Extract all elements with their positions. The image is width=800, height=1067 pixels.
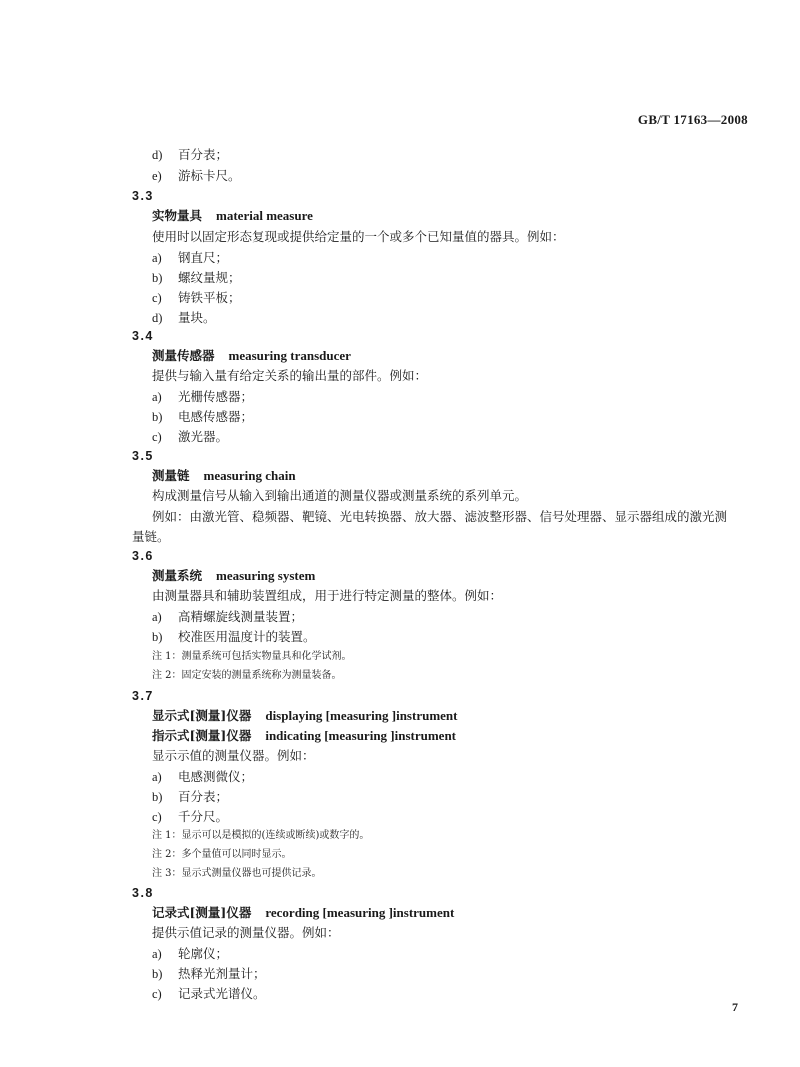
term-heading bbox=[152, 903, 454, 923]
definition: 提供与输入量有给定关系的输出量的部件。例如： bbox=[152, 368, 428, 383]
item-label: c) bbox=[152, 987, 162, 1001]
page-number: 7 bbox=[732, 1000, 738, 1014]
example-text: 例如：由激光管、稳频器、靶镜、光电转换器、放大器、滤波整形器、信号处理器、显示器组成的激光测 bbox=[152, 509, 728, 524]
term-cn: 记录式[测量]仪器 bbox=[152, 905, 252, 920]
item-label: d) bbox=[152, 311, 163, 325]
section-number: 3.8 bbox=[132, 886, 154, 900]
term-heading bbox=[152, 466, 296, 486]
item-label: a) bbox=[152, 251, 162, 265]
list-item bbox=[152, 427, 228, 447]
item-text: 铸铁平板； bbox=[178, 290, 241, 305]
note: 注 3：显示式测量仪器也可提供记录。 bbox=[152, 868, 322, 879]
term-cn: 测量系统 bbox=[152, 568, 203, 583]
item-text: 高精螺旋线测量装置； bbox=[178, 609, 304, 624]
item-label: c) bbox=[152, 810, 162, 824]
item-text: 量块。 bbox=[178, 310, 216, 325]
item-text: 千分尺。 bbox=[178, 809, 229, 824]
list-item bbox=[152, 166, 241, 186]
list-item bbox=[152, 248, 228, 268]
section-number: 3.3 bbox=[132, 189, 154, 203]
list-item bbox=[152, 407, 253, 427]
list-item bbox=[152, 807, 228, 827]
item-text: 电感测微仪； bbox=[178, 769, 254, 784]
item-text: 校准医用温度计的装置。 bbox=[178, 629, 316, 644]
list-item bbox=[152, 387, 253, 407]
item-text: 螺纹量规； bbox=[178, 270, 241, 285]
item-label: a) bbox=[152, 610, 162, 624]
item-label: d) bbox=[152, 148, 163, 162]
section-number: 3.7 bbox=[132, 689, 154, 703]
definition: 提供示值记录的测量仪器。例如： bbox=[152, 925, 340, 940]
term-heading bbox=[152, 566, 315, 586]
list-item bbox=[152, 288, 241, 308]
term-cn: 测量链 bbox=[152, 468, 190, 483]
list-item bbox=[152, 964, 266, 984]
list-item bbox=[152, 308, 216, 328]
definition: 构成测量信号从输入到输出通道的测量仪器或测量系统的系列单元。 bbox=[152, 488, 528, 503]
item-label: a) bbox=[152, 390, 162, 404]
item-label: b) bbox=[152, 630, 163, 644]
item-text: 光栅传感器； bbox=[178, 389, 254, 404]
item-text: 钢直尺； bbox=[178, 250, 229, 265]
list-item bbox=[152, 787, 228, 807]
item-text: 电感传感器； bbox=[178, 409, 254, 424]
item-text: 百分表； bbox=[178, 147, 229, 162]
term-cn: 实物量具 bbox=[152, 208, 203, 223]
item-text: 热释光剂量计； bbox=[178, 966, 266, 981]
standard-code: GB/T 17163—2008 bbox=[637, 112, 748, 127]
term-en: measuring transducer bbox=[228, 348, 351, 363]
item-label: b) bbox=[152, 967, 163, 981]
item-label: c) bbox=[152, 430, 162, 444]
definition: 由测量器具和辅助装置组成，用于进行特定测量的整体。例如： bbox=[152, 588, 503, 603]
item-text: 激光器。 bbox=[178, 429, 229, 444]
section-number: 3.5 bbox=[132, 449, 154, 463]
term-en: indicating [measuring ]instrument bbox=[265, 728, 457, 743]
definition: 显示示值的测量仪器。例如： bbox=[152, 748, 315, 763]
list-item bbox=[152, 944, 228, 964]
list-item bbox=[152, 627, 316, 647]
item-label: a) bbox=[152, 947, 162, 961]
item-text: 百分表； bbox=[178, 789, 229, 804]
term-en: recording [measuring ]instrument bbox=[265, 905, 455, 920]
term-en: measuring system bbox=[216, 568, 316, 583]
list-item bbox=[152, 268, 241, 288]
list-item bbox=[152, 145, 228, 165]
section-number: 3.6 bbox=[132, 549, 154, 563]
term-en: measuring chain bbox=[203, 468, 296, 483]
term-en: material measure bbox=[216, 208, 313, 223]
term-heading bbox=[152, 346, 351, 366]
term-heading-alt bbox=[152, 726, 456, 746]
note: 注 1：测量系统可包括实物量具和化学试剂。 bbox=[152, 651, 352, 662]
item-text: 记录式光谱仪。 bbox=[178, 986, 266, 1001]
list-item bbox=[152, 607, 303, 627]
term-heading bbox=[152, 706, 457, 726]
note: 注 2：固定安装的测量系统称为测量装备。 bbox=[152, 670, 342, 681]
item-label: e) bbox=[152, 169, 162, 183]
note: 注 1：显示可以是模拟的(连续或断续)或数字的。 bbox=[152, 830, 370, 841]
item-text: 游标卡尺。 bbox=[178, 168, 241, 183]
item-label: b) bbox=[152, 271, 163, 285]
item-label: a) bbox=[152, 770, 162, 784]
list-item bbox=[152, 984, 266, 1004]
item-text: 轮廓仪； bbox=[178, 946, 229, 961]
section-number: 3.4 bbox=[132, 329, 154, 343]
item-label: c) bbox=[152, 291, 162, 305]
example-text-continued: 量链。 bbox=[132, 529, 170, 544]
term-en: displaying [measuring ]instrument bbox=[265, 708, 458, 723]
list-item bbox=[152, 767, 253, 787]
note: 注 2：多个量值可以同时显示。 bbox=[152, 849, 292, 860]
term-cn: 显示式[测量]仪器 bbox=[152, 708, 252, 723]
definition: 使用时以固定形态复现或提供给定量的一个或多个已知量值的器具。例如： bbox=[152, 229, 565, 244]
term-heading bbox=[152, 206, 313, 226]
term-cn: 测量传感器 bbox=[152, 348, 215, 363]
term-cn: 指示式[测量]仪器 bbox=[152, 728, 252, 743]
item-label: b) bbox=[152, 410, 163, 424]
item-label: b) bbox=[152, 790, 163, 804]
